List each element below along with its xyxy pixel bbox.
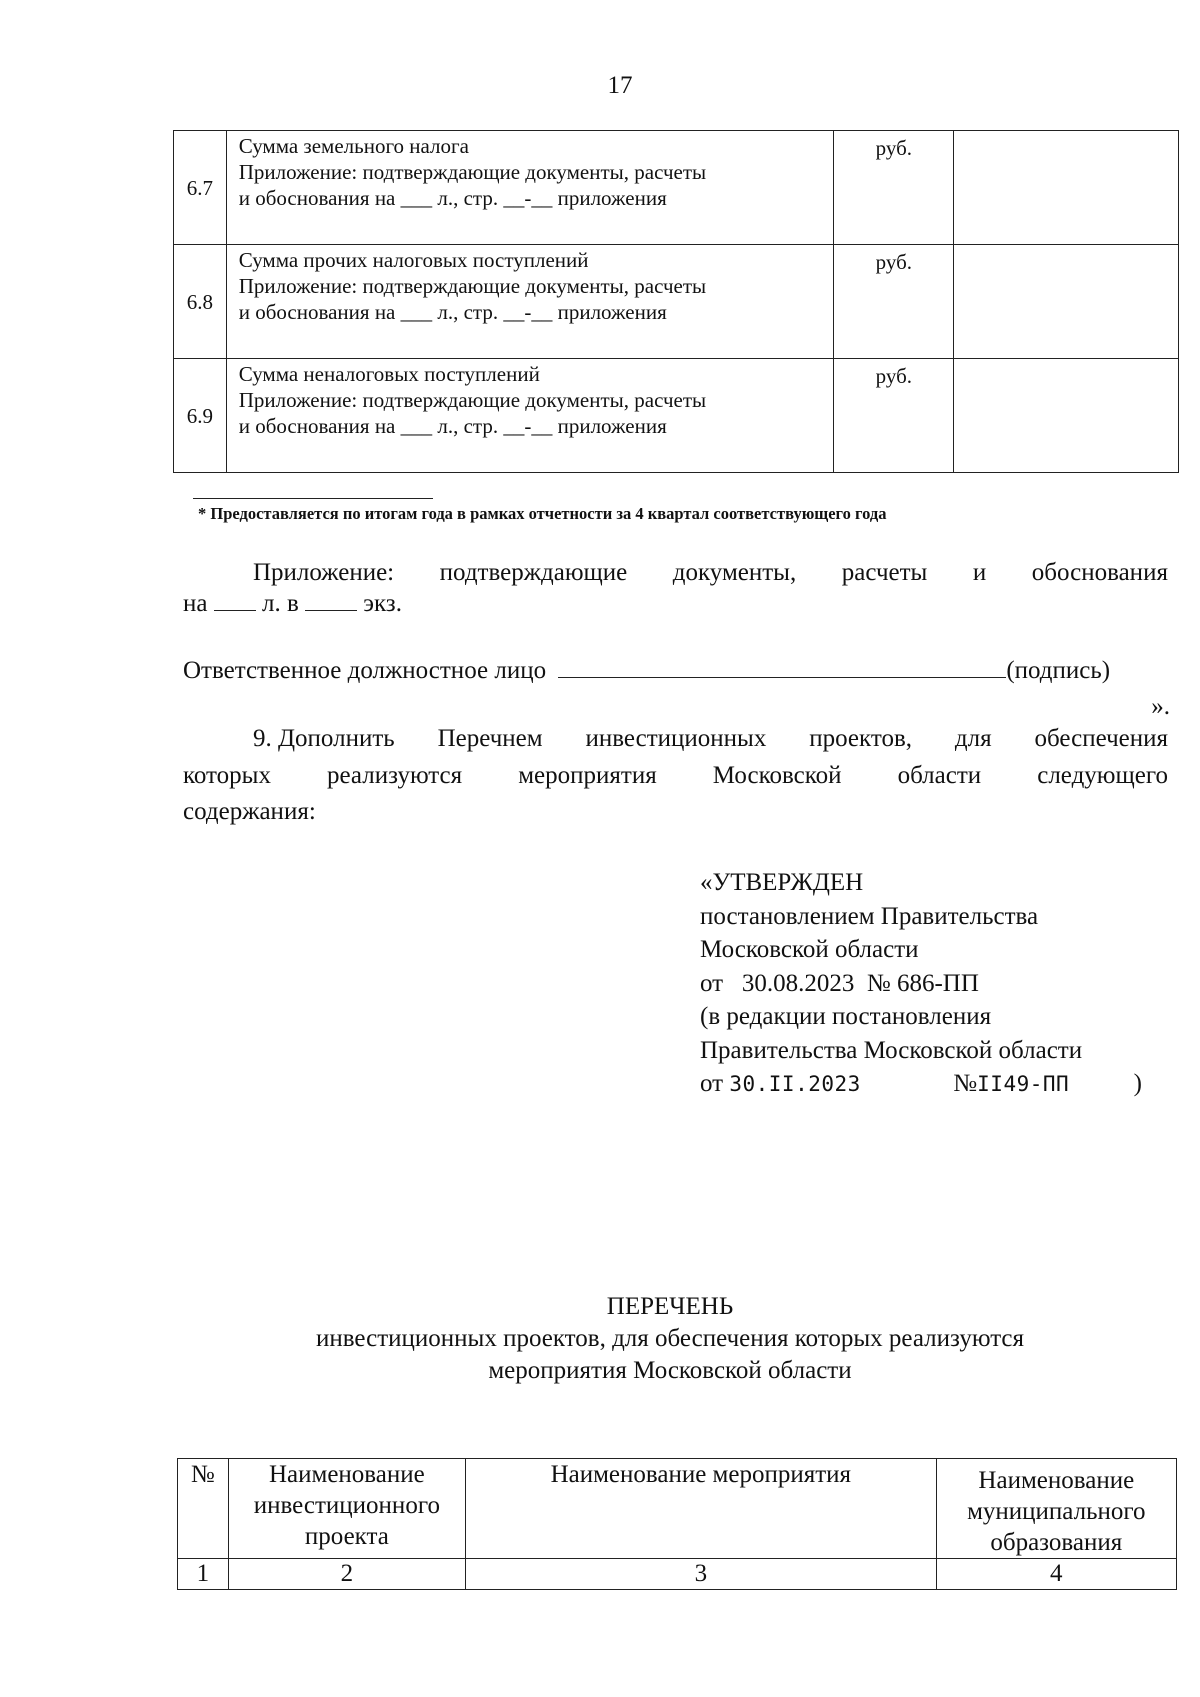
row-value <box>954 359 1179 473</box>
amendment-date-stamp: 30.II.2023 <box>729 1072 861 1096</box>
row-number: 6.9 <box>174 359 227 473</box>
row-attachment-pages: и обоснования на ___ л., стр. __-__ приложения <box>238 300 667 324</box>
row-number: 6.7 <box>174 131 227 245</box>
row-description <box>226 359 834 473</box>
table-numbering-row <box>178 1559 1177 1590</box>
signature-blank <box>558 653 1006 678</box>
row-title: Сумма земельного налога <box>238 134 469 158</box>
table-header-row <box>178 1459 1177 1559</box>
row-attachment-line: Приложение: подтверждающие документы, расчеты <box>238 160 707 184</box>
footnote-separator <box>193 498 433 499</box>
row-value <box>954 245 1179 359</box>
approval-heading: «УТВЕРЖДЕН <box>700 869 864 896</box>
footnote: * Предоставляется по итогам года в рамках отчетности за 4 квартал соответствующего года <box>198 504 887 523</box>
amendment-number-stamp: II49-ПП <box>977 1072 1070 1096</box>
row-attachment-line: Приложение: подтверждающие документы, расчеты <box>238 274 707 298</box>
tax-revenue-table <box>173 130 1179 473</box>
table-row <box>174 359 1179 473</box>
column-header-project: Наименование инвестиционного проекта <box>228 1459 465 1559</box>
signature-caption: (подпись) <box>1006 657 1111 684</box>
approval-decree: от 30.08.2023 № 686-ПП <box>700 969 979 997</box>
row-title: Сумма неналоговых поступлений <box>238 362 540 386</box>
row-description <box>226 131 834 245</box>
appendix-line-1: Приложение: подтверждающие документы, расчеты и обоснования <box>253 559 1168 586</box>
column-header-number: № <box>178 1459 229 1559</box>
list-subtitle-line-2: мероприятия Московской области <box>488 1357 852 1384</box>
row-title: Сумма прочих налоговых поступлений <box>238 248 589 272</box>
column-number: 2 <box>228 1559 465 1590</box>
row-attachment-pages: и обоснования на ___ л., стр. __-__ приложения <box>238 186 667 210</box>
row-description <box>226 245 834 359</box>
copies-blank <box>305 586 357 611</box>
column-number: 3 <box>466 1559 937 1590</box>
closing-quote: ». <box>1151 693 1170 720</box>
amendment-decree: от 30.II.2023 №II49-ПП ) <box>700 1070 1142 1097</box>
row-attachment-pages: и обоснования на ___ л., стр. __-__ приложения <box>238 414 667 438</box>
approval-block: «УТВЕРЖДЕН постановлением Правительства Московской области от 30.08.2023 № 686-ПП (в редакции постановления Правительства Московской области от 30.II.2023 №II49-ПП ) <box>700 866 1142 1102</box>
row-value <box>954 131 1179 245</box>
column-number: 1 <box>178 1559 229 1590</box>
page-number: 17 <box>607 72 633 99</box>
item9-line-3: содержания: <box>183 798 316 825</box>
item9-line-1: 9. Дополнить Перечнем инвестиционных проектов, для обеспечения <box>253 725 1168 752</box>
row-unit: руб. <box>834 359 954 473</box>
row-attachment-line: Приложение: подтверждающие документы, расчеты <box>238 388 707 412</box>
list-heading: ПЕРЕЧЕНЬ <box>606 1293 734 1320</box>
column-header-municipality: Наименование муниципального образования <box>936 1459 1176 1559</box>
column-number: 4 <box>936 1559 1176 1590</box>
item9-line-2: которых реализуются мероприятия Московской области следующего <box>183 762 1168 789</box>
list-subtitle-line-1: инвестиционных проектов, для обеспечения которых реализуются <box>315 1325 1025 1352</box>
column-header-activity: Наименование мероприятия <box>466 1459 937 1559</box>
table-row <box>174 131 1179 245</box>
investment-projects-table <box>177 1458 1177 1590</box>
row-number: 6.8 <box>174 245 227 359</box>
table-row <box>174 245 1179 359</box>
responsible-person-line <box>183 653 1110 688</box>
sheets-blank <box>214 586 256 611</box>
row-unit: руб. <box>834 245 954 359</box>
appendix-line-2: на л. в экз. <box>183 586 402 621</box>
row-unit: руб. <box>834 131 954 245</box>
responsible-label: Ответственное должностное лицо <box>183 657 547 684</box>
